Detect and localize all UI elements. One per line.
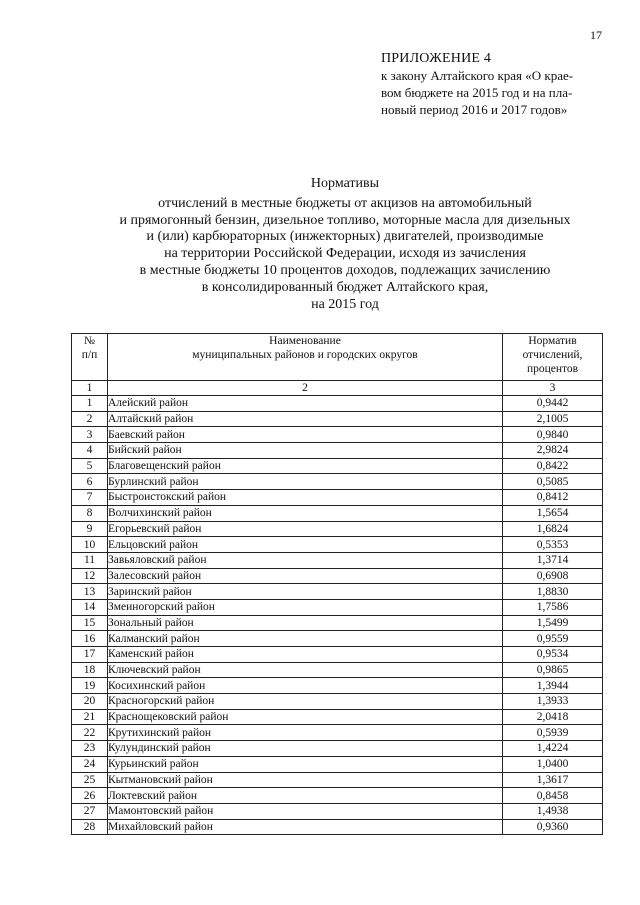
title-line: и (или) карбюраторных (инжекторных) двигателей, производимые [146, 229, 544, 245]
row-district-name: Змеиногорский район [108, 599, 503, 615]
row-number: 10 [72, 537, 108, 553]
row-district-name: Быстроистокский район [108, 490, 503, 506]
title-line: на 2015 год [311, 296, 379, 312]
header-value-line: процентов [526, 363, 579, 375]
row-number: 24 [72, 756, 108, 772]
table-row [72, 521, 603, 537]
header-value-line: отчислений, [522, 349, 583, 361]
row-norm-value: 1,7586 [503, 599, 603, 615]
row-district-name: Кулундинский район [108, 741, 503, 757]
row-number: 19 [72, 678, 108, 694]
appendix-line: новый период 2016 и 2017 годов» [381, 102, 568, 117]
row-norm-value: 1,4938 [503, 803, 603, 819]
table-row [72, 505, 603, 521]
title-line: на территории Российской Федерации, исходя из зачисления [164, 246, 526, 262]
table-row [72, 819, 603, 835]
row-norm-value: 1,5499 [503, 615, 603, 631]
row-number: 13 [72, 584, 108, 600]
row-norm-value: 0,9840 [503, 427, 603, 443]
header-value [503, 334, 603, 381]
row-district-name: Ключевский район [108, 662, 503, 678]
table-row [72, 411, 603, 427]
row-number: 15 [72, 615, 108, 631]
row-norm-value: 2,1005 [503, 411, 603, 427]
row-norm-value: 1,0400 [503, 756, 603, 772]
row-district-name: Каменский район [108, 647, 503, 663]
title-line: в местные бюджеты 10 процентов доходов, подлежащих зачислению [139, 262, 551, 278]
row-district-name: Красногорский район [108, 694, 503, 710]
row-number: 12 [72, 568, 108, 584]
row-norm-value: 2,0418 [503, 709, 603, 725]
row-number: 27 [72, 803, 108, 819]
row-number: 20 [72, 694, 108, 710]
row-number: 28 [72, 819, 108, 835]
row-norm-value: 0,5353 [503, 537, 603, 553]
row-number: 21 [72, 709, 108, 725]
table-row [72, 396, 603, 412]
row-district-name: Краснощековский район [108, 709, 503, 725]
row-number: 7 [72, 490, 108, 506]
table-row [72, 458, 603, 474]
row-district-name: Заринский район [108, 584, 503, 600]
table-row [72, 568, 603, 584]
row-number: 23 [72, 741, 108, 757]
row-district-name: Завьяловский район [108, 552, 503, 568]
row-district-name: Калманский район [108, 631, 503, 647]
row-norm-value: 1,4224 [503, 741, 603, 757]
row-number: 11 [72, 552, 108, 568]
row-number: 9 [72, 521, 108, 537]
row-norm-value: 0,9534 [503, 647, 603, 663]
table-row [72, 694, 603, 710]
row-district-name: Благовещенский район [108, 458, 503, 474]
row-district-name: Локтевский район [108, 788, 503, 804]
row-number: 2 [72, 411, 108, 427]
row-norm-value: 1,6824 [503, 521, 603, 537]
row-district-name: Алтайский район [108, 411, 503, 427]
row-district-name: Алейский район [108, 396, 503, 412]
column-number: 1 [72, 381, 108, 396]
row-number: 18 [72, 662, 108, 678]
table-row [72, 678, 603, 694]
row-number: 1 [72, 396, 108, 412]
document-title-block [40, 176, 640, 313]
row-number: 3 [72, 427, 108, 443]
table-row [72, 584, 603, 600]
title-line: в консолидированный бюджет Алтайского края, [201, 279, 489, 295]
header-value-line: Норматив [528, 335, 577, 347]
table-row [72, 552, 603, 568]
table-row [72, 615, 603, 631]
row-district-name: Кытмановский район [108, 772, 503, 788]
table-row [72, 788, 603, 804]
table-header-row [72, 334, 603, 381]
row-district-name: Курьинский район [108, 756, 503, 772]
row-norm-value: 0,8458 [503, 788, 603, 804]
row-district-name: Бийский район [108, 443, 503, 459]
table-row [72, 803, 603, 819]
table-row [72, 725, 603, 741]
column-number: 3 [503, 381, 603, 396]
row-norm-value: 0,9442 [503, 396, 603, 412]
header-number-line: № [84, 335, 95, 347]
header-name-line: муниципальных районов и городских округов [192, 349, 418, 361]
row-norm-value: 0,6908 [503, 568, 603, 584]
appendix-heading: ПРИЛОЖЕНИЕ 4 [381, 51, 492, 66]
row-norm-value: 1,3944 [503, 678, 603, 694]
row-number: 5 [72, 458, 108, 474]
row-norm-value: 0,8412 [503, 490, 603, 506]
table-row [72, 662, 603, 678]
header-number [72, 334, 108, 381]
appendix-block [381, 50, 621, 118]
row-norm-value: 2,9824 [503, 443, 603, 459]
row-district-name: Зональный район [108, 615, 503, 631]
row-norm-value: 0,8422 [503, 458, 603, 474]
row-number: 14 [72, 599, 108, 615]
appendix-line: к закону Алтайского края «О крае- [381, 68, 574, 83]
row-norm-value: 0,9865 [503, 662, 603, 678]
table-row [72, 756, 603, 772]
row-norm-value: 1,3933 [503, 694, 603, 710]
row-number: 8 [72, 505, 108, 521]
norms-table [71, 333, 603, 835]
row-district-name: Залесовский район [108, 568, 503, 584]
row-number: 17 [72, 647, 108, 663]
header-name [108, 334, 503, 381]
row-district-name: Бурлинский район [108, 474, 503, 490]
table-row [72, 772, 603, 788]
row-number: 4 [72, 443, 108, 459]
row-norm-value: 1,5654 [503, 505, 603, 521]
table-row [72, 599, 603, 615]
row-norm-value: 1,3714 [503, 552, 603, 568]
row-district-name: Ельцовский район [108, 537, 503, 553]
header-name-line: Наименование [269, 335, 341, 347]
table-row [72, 490, 603, 506]
row-district-name: Михайловский район [108, 819, 503, 835]
page-number: 17 [590, 28, 602, 42]
row-number: 6 [72, 474, 108, 490]
table-row [72, 474, 603, 490]
row-norm-value: 0,5939 [503, 725, 603, 741]
row-district-name: Мамонтовский район [108, 803, 503, 819]
title-line: и прямогонный бензин, дизельное топливо, моторные масла для дизельных [119, 212, 571, 228]
column-number-row [72, 381, 603, 396]
table-row [72, 537, 603, 553]
header-number-line: п/п [81, 349, 98, 361]
row-norm-value: 0,5085 [503, 474, 603, 490]
row-norm-value: 1,8830 [503, 584, 603, 600]
table-row [72, 647, 603, 663]
row-number: 26 [72, 788, 108, 804]
row-norm-value: 0,9559 [503, 631, 603, 647]
row-district-name: Баевский район [108, 427, 503, 443]
document-title: Нормативы [310, 176, 380, 191]
row-district-name: Косихинский район [108, 678, 503, 694]
row-number: 25 [72, 772, 108, 788]
row-district-name: Крутихинский район [108, 725, 503, 741]
title-line: отчислений в местные бюджеты от акцизов на автомобильный [158, 195, 532, 211]
table-row [72, 631, 603, 647]
row-district-name: Волчихинский район [108, 505, 503, 521]
table-row [72, 741, 603, 757]
column-number: 2 [108, 381, 503, 396]
row-number: 16 [72, 631, 108, 647]
row-district-name: Егорьевский район [108, 521, 503, 537]
table-row [72, 443, 603, 459]
row-norm-value: 0,9360 [503, 819, 603, 835]
row-norm-value: 1,3617 [503, 772, 603, 788]
row-number: 22 [72, 725, 108, 741]
appendix-line: вом бюджете на 2015 год и на пла- [381, 85, 573, 100]
table-row [72, 427, 603, 443]
table-row [72, 709, 603, 725]
